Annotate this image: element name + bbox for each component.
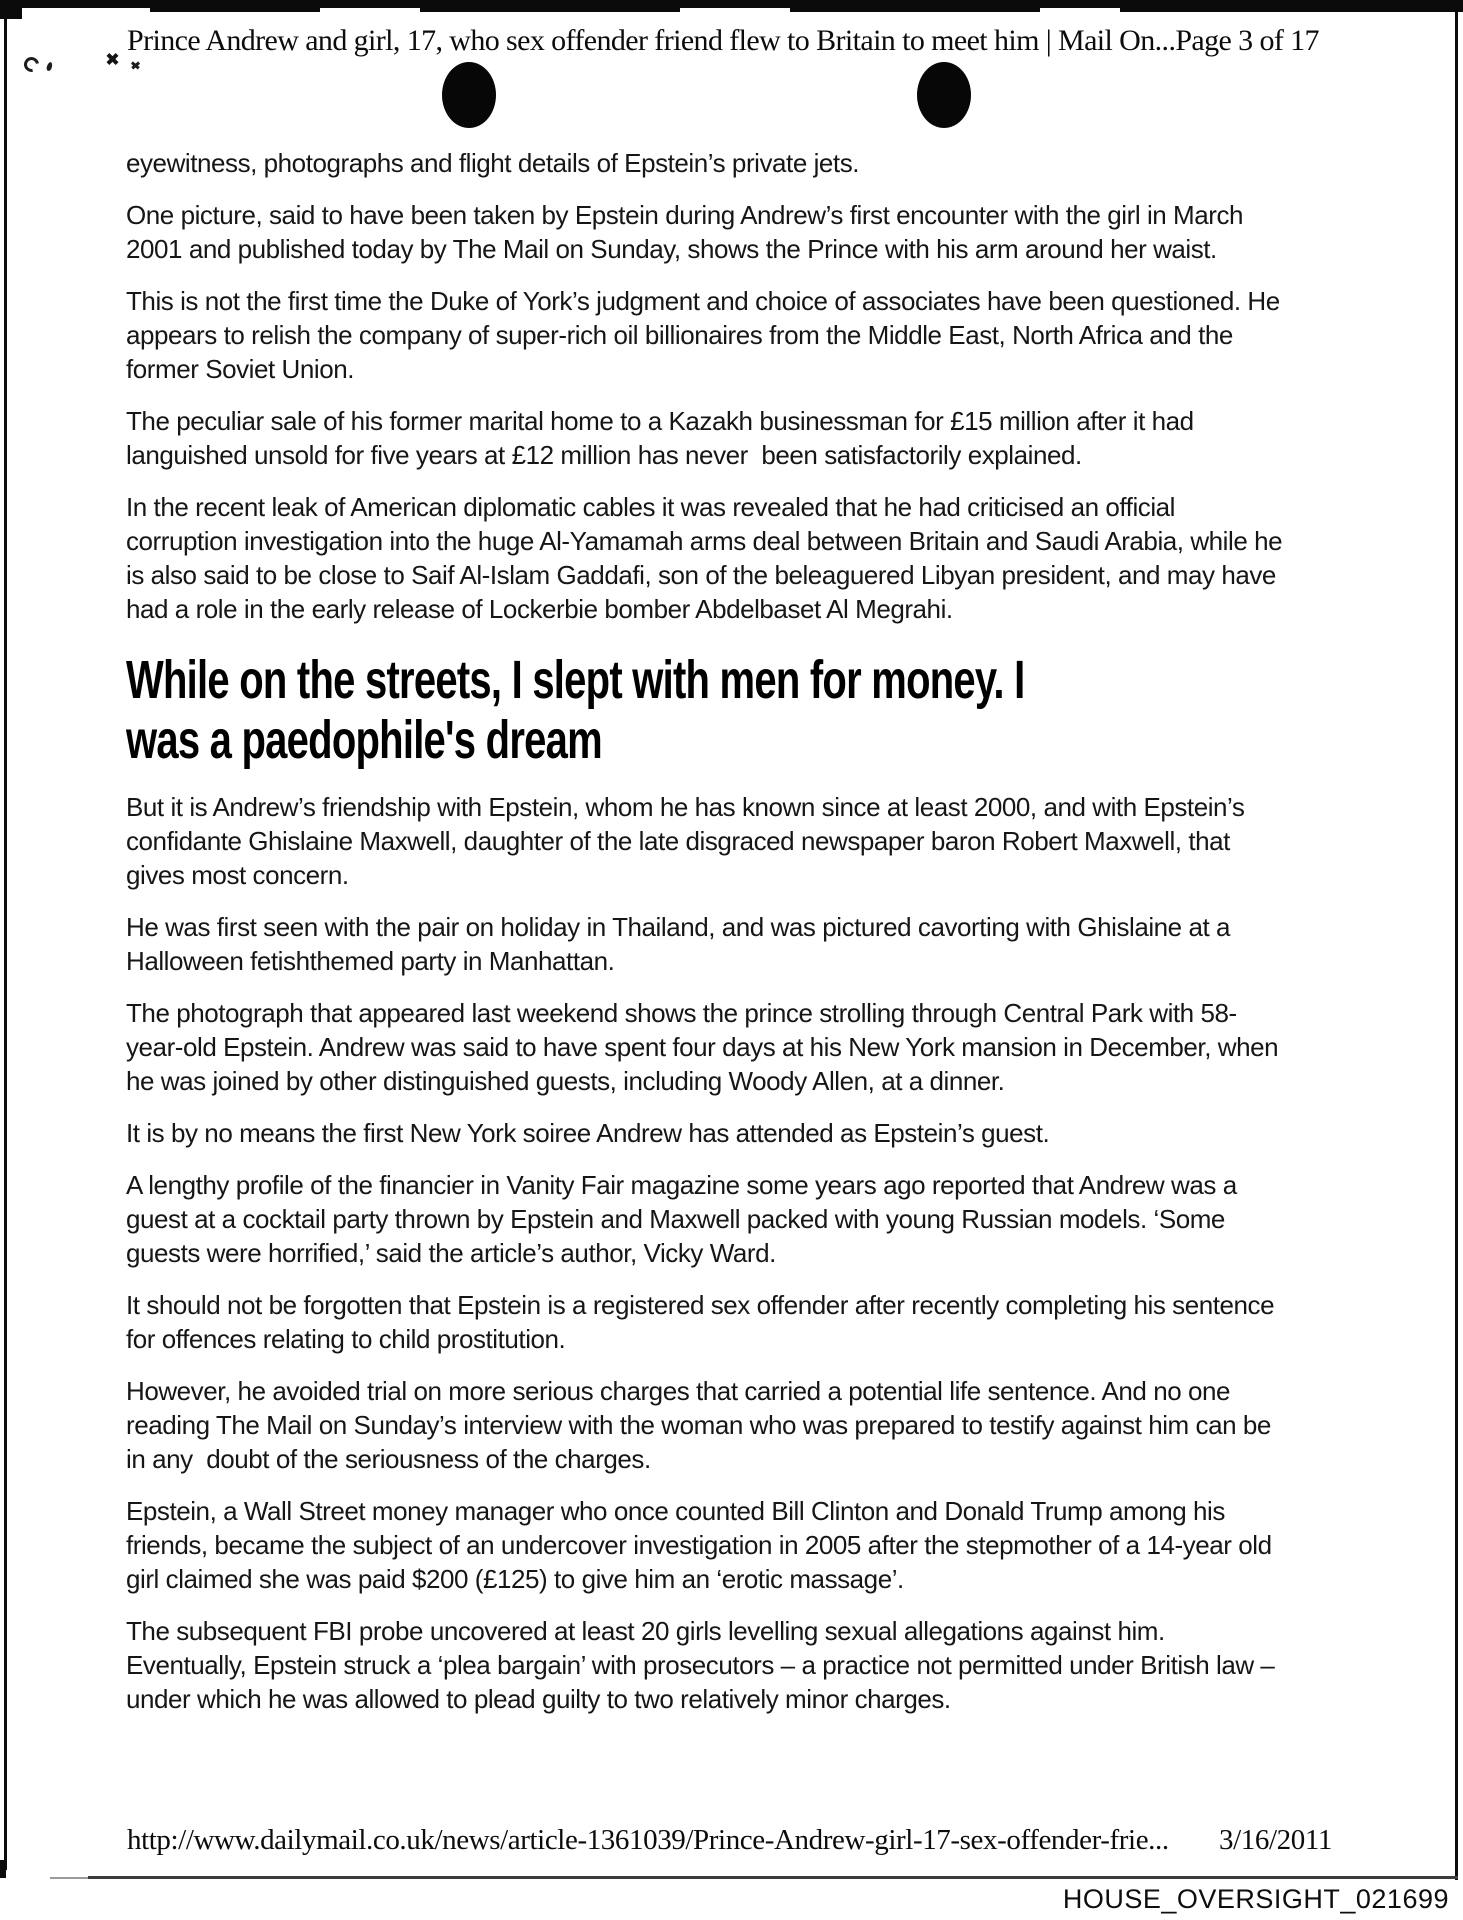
scan-speck <box>21 54 42 75</box>
paragraph-line: It is by no means the first New York soiree Andrew has attended as Epstein’s guest. <box>126 1118 1050 1148</box>
paragraph-line: But it is Andrew’s friendship with Epstein, whom he has known since at least 2000, and with Epstein’s <box>126 792 1245 822</box>
paragraph-line: languished unsold for five years at £12 million has never been satisfactorily explained. <box>126 440 1082 470</box>
paragraph-line: One picture, said to have been taken by Epstein during Andrew’s first encounter with the girl in March <box>126 200 1244 230</box>
article-paragraph <box>126 404 1376 472</box>
page-header-title: Prince Andrew and girl, 17, who sex offender friend flew to Britain to meet him | Mail On...Page 3 of 17 <box>127 24 1319 57</box>
page-border-right <box>1455 6 1458 1880</box>
scan-top-band-segment <box>420 7 680 12</box>
paragraph-line: The photograph that appeared last weekend shows the prince strolling through Central Park with 58- <box>126 998 1237 1028</box>
paragraph-line: he was joined by other distinguished guests, including Woody Allen, at a dinner. <box>126 1066 1005 1096</box>
paragraph-line: former Soviet Union. <box>126 354 354 384</box>
footer-rule <box>88 1876 1458 1879</box>
paragraph-line: He was first seen with the pair on holiday in Thailand, and was pictured cavorting with Ghislaine at a <box>126 912 1231 942</box>
paragraph-line: The peculiar sale of his former marital home to a Kazakh businessman for £15 million after it had <box>126 406 1194 436</box>
scan-speck <box>131 61 140 70</box>
paragraph-line: A lengthy profile of the financier in Vanity Fair magazine some years ago reported that Andrew was a <box>126 1170 1237 1200</box>
article-body <box>126 146 1376 1734</box>
footer-date: 3/16/2011 <box>1219 1824 1332 1856</box>
paragraph-line: for offences relating to child prostitution. <box>126 1324 566 1354</box>
paragraph-line: It should not be forgotten that Epstein is a registered sex offender after recently completing his sentence <box>126 1290 1275 1320</box>
article-paragraph <box>126 1116 1376 1150</box>
article-paragraph <box>126 910 1376 978</box>
footer-rule-lead <box>50 1877 88 1879</box>
article-paragraph <box>126 1168 1376 1270</box>
paragraph-line: Halloween fetishthemed party in Manhattan. <box>126 946 615 976</box>
paragraph-line: friends, became the subject of an undercover investigation in 2005 after the stepmother of a 14-year old <box>126 1530 1272 1560</box>
paragraph-line: reading The Mail on Sunday’s interview with the woman who was prepared to testify against him can be <box>126 1410 1271 1440</box>
footer-url: http://www.dailymail.co.uk/news/article-1361039/Prince-Andrew-girl-17-sex-offender-frie... <box>127 1824 1169 1856</box>
paragraph-line: eyewitness, photographs and flight details of Epstein’s private jets. <box>126 148 860 178</box>
article-paragraph <box>126 1614 1376 1716</box>
paragraph-line: Eventually, Epstein struck a ‘plea bargain’ with prosecutors – a practice not permitted under British law – <box>126 1650 1275 1680</box>
bates-stamp: HOUSE_OVERSIGHT_021699 <box>1062 1884 1449 1914</box>
article-paragraph <box>126 490 1376 626</box>
paragraph-line: Epstein, a Wall Street money manager who once counted Bill Clinton and Donald Trump among his <box>126 1496 1225 1526</box>
article-paragraph <box>126 284 1376 386</box>
paragraph-line: appears to relish the company of super-rich oil billionaires from the Middle East, North Africa and the <box>126 320 1233 350</box>
paragraph-line: gives most concern. <box>126 860 349 890</box>
paragraph-line: under which he was allowed to plead guilty to two relatively minor charges. <box>126 1684 951 1714</box>
scan-top-band-segment <box>790 8 1040 12</box>
paragraph-line: This is not the first time the Duke of York’s judgment and choice of associates have been questioned. He <box>126 286 1280 316</box>
article-headline <box>126 650 1051 770</box>
article-paragraph <box>126 146 1376 180</box>
paragraph-line: year-old Epstein. Andrew was said to have spent four days at his New York mansion in December, when <box>126 1032 1279 1062</box>
scan-top-band-segment <box>150 8 320 12</box>
scan-speck <box>106 52 119 65</box>
article-paragraph <box>126 1288 1376 1356</box>
scan-top-band-segment <box>1120 7 1463 12</box>
paragraph-line: guests were horrified,’ said the article’s author, Vicky Ward. <box>126 1238 776 1268</box>
article-paragraph <box>126 996 1376 1098</box>
page-border-left <box>4 8 7 1870</box>
paragraph-line: The subsequent FBI probe uncovered at least 20 girls levelling sexual allegations against him. <box>126 1616 1165 1646</box>
article-paragraph <box>126 198 1376 266</box>
paragraph-line: 2001 and published today by The Mail on Sunday, shows the Prince with his arm around her waist. <box>126 234 1217 264</box>
hole-punch-mark-left <box>442 62 496 128</box>
headline-line: While on the streets, I slept with men for money. I <box>126 650 1025 710</box>
paragraph-line: guest at a cocktail party thrown by Epstein and Maxwell packed with young Russian models. ‘Some <box>126 1204 1225 1234</box>
paragraph-line: in any doubt of the seriousness of the charges. <box>126 1444 651 1474</box>
article-paragraph <box>126 1494 1376 1596</box>
headline-line: was a paedophile's dream <box>126 710 602 770</box>
paragraph-line: had a role in the early release of Lockerbie bomber Abdelbaset Al Megrahi. <box>126 594 953 624</box>
scan-mark-bottom-left <box>0 1860 6 1878</box>
paragraph-line: However, he avoided trial on more serious charges that carried a potential life sentence. And no one <box>126 1376 1231 1406</box>
paragraph-line: corruption investigation into the huge Al-Yamamah arms deal between Britain and Saudi Arabia, while he <box>126 526 1283 556</box>
paragraph-line: confidante Ghislaine Maxwell, daughter of the late disgraced newspaper baron Robert Maxwell, that <box>126 826 1230 856</box>
article-paragraph <box>126 790 1376 892</box>
paragraph-line: girl claimed she was paid $200 (£125) to give him an ‘erotic massage’. <box>126 1564 904 1594</box>
scan-speck <box>46 61 54 71</box>
article-paragraph <box>126 1374 1376 1476</box>
hole-punch-mark-right <box>917 62 971 128</box>
paragraph-line: In the recent leak of American diplomatic cables it was revealed that he had criticised an official <box>126 492 1175 522</box>
paragraph-line: is also said to be close to Saif Al-Islam Gaddafi, son of the beleaguered Libyan president, and may have <box>126 560 1276 590</box>
page-footer <box>127 1824 1332 1857</box>
